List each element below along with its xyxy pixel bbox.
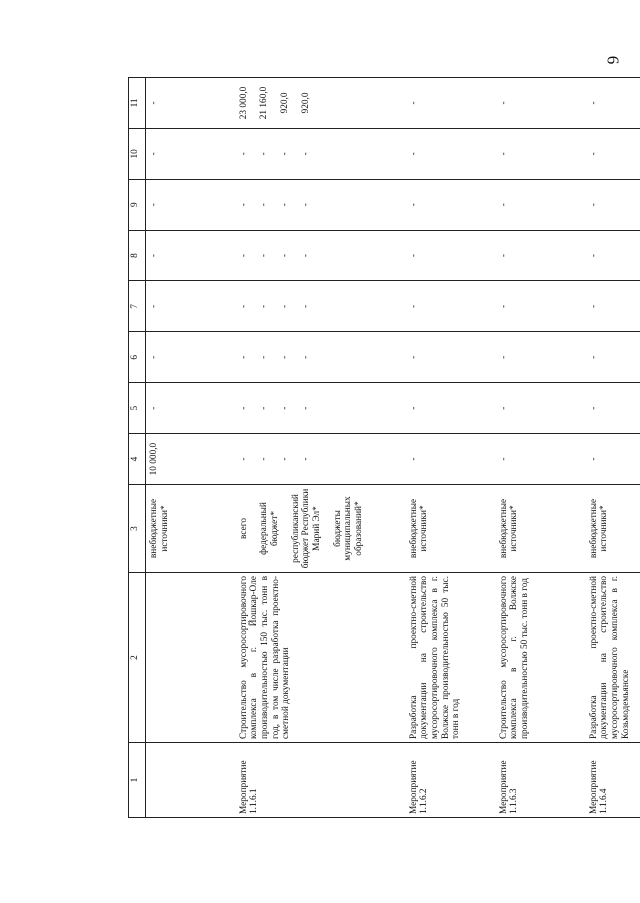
funding-source: внебюджетные источники* (588, 498, 610, 559)
funding-source: внебюджетные источники* (408, 498, 430, 559)
value-cell (406, 78, 496, 129)
funding-source: бюджеты муниципальных образований* (332, 496, 364, 561)
value: - (588, 355, 599, 359)
value: - (408, 355, 419, 359)
value: - (588, 203, 599, 207)
table-row (146, 78, 236, 818)
value: - (259, 406, 270, 410)
value: - (498, 254, 509, 258)
funding-source: республиканский бюджет Республики Марий Эл* (290, 488, 322, 569)
header-cell: 1 (129, 743, 146, 818)
value: - (149, 254, 159, 258)
value: - (149, 203, 159, 207)
value: 23 000,0 (238, 86, 249, 120)
value-cell (406, 434, 496, 485)
value: - (149, 304, 159, 308)
funding-source: всего (238, 518, 249, 539)
event-number-cell: Мероприятие 1.1.6.2 (406, 743, 496, 818)
value: - (300, 406, 311, 410)
value: - (588, 406, 599, 410)
header-cell: 9 (129, 179, 146, 230)
value-cell (236, 332, 406, 383)
value: - (498, 152, 509, 156)
value-cell (406, 383, 496, 434)
value: - (408, 304, 419, 308)
value: - (588, 254, 599, 258)
value: - (279, 355, 290, 359)
value: - (279, 304, 290, 308)
value-cell (236, 78, 406, 129)
value-cell (496, 78, 586, 129)
value: - (588, 101, 599, 105)
value: 21 160,0 (259, 86, 270, 120)
value-cell (236, 434, 406, 485)
value-cell (586, 281, 640, 332)
value: - (279, 406, 290, 410)
value: - (238, 406, 249, 410)
value-cell (146, 281, 236, 332)
value: - (498, 304, 509, 308)
value-cell (496, 281, 586, 332)
funding-source-cell (496, 485, 586, 573)
header-cell: 11 (129, 78, 146, 129)
header-cell: 2 (129, 573, 146, 743)
value: - (588, 457, 599, 461)
value-cell (406, 332, 496, 383)
value-cell (496, 179, 586, 230)
value-cell (146, 128, 236, 179)
value: - (498, 355, 509, 359)
value-cell (586, 128, 640, 179)
value-cell (406, 281, 496, 332)
value-cell (236, 128, 406, 179)
value-cell (146, 179, 236, 230)
header-cell: 8 (129, 230, 146, 281)
value-cell (586, 230, 640, 281)
value-cell (236, 281, 406, 332)
value: - (149, 355, 159, 359)
funding-source: внебюджетные источники* (498, 498, 520, 559)
value-cell (236, 383, 406, 434)
value: - (300, 203, 311, 207)
event-number-cell (146, 743, 236, 818)
value: - (238, 304, 249, 308)
value: 10 000,0 (149, 442, 159, 476)
value: - (588, 152, 599, 156)
event-number-cell: Мероприятие 1.1.6.1 (236, 743, 406, 818)
value-cell (146, 332, 236, 383)
value: - (279, 457, 290, 461)
value: - (300, 152, 311, 156)
table-row (496, 78, 586, 818)
value: - (498, 406, 509, 410)
value-cell (586, 434, 640, 485)
value: - (408, 203, 419, 207)
value: - (279, 203, 290, 207)
value-cell (146, 383, 236, 434)
value: - (279, 152, 290, 156)
value-cell (496, 332, 586, 383)
value-cell (146, 230, 236, 281)
header-cell: 7 (129, 281, 146, 332)
value: - (408, 254, 419, 258)
header-cell: 5 (129, 383, 146, 434)
value-cell (406, 128, 496, 179)
value-cell (236, 179, 406, 230)
value-cell (586, 332, 640, 383)
value: - (238, 152, 249, 156)
value: - (238, 254, 249, 258)
value-cell (236, 230, 406, 281)
value: - (238, 355, 249, 359)
value: - (408, 406, 419, 410)
value: - (498, 101, 509, 105)
funding-source-cell (146, 485, 236, 573)
value-cell (146, 78, 236, 129)
page-number: 6 (603, 55, 623, 65)
value: - (238, 203, 249, 207)
event-name-cell: Разработка проектно-сметной документации на строительство мусоросортировочного комплекса в г. Козьмодемьянске (586, 573, 640, 743)
funding-source: федеральный бюджет* (259, 502, 280, 555)
value: - (300, 355, 311, 359)
event-name-cell: Строительство мусоросортировочного комплекса в г. Волжске производительностью 50 тыс. тонн в год (496, 573, 586, 743)
header-cell: 6 (129, 332, 146, 383)
budget-table (128, 77, 640, 818)
value-cell (586, 383, 640, 434)
table-row (406, 78, 496, 818)
value-cell (406, 230, 496, 281)
event-number-cell: Мероприятие 1.1.6.3 (496, 743, 586, 818)
value-cell (406, 179, 496, 230)
value: - (238, 457, 249, 461)
event-number-cell: Мероприятие 1.1.6.4 (586, 743, 640, 818)
value: - (498, 457, 509, 461)
value: - (259, 304, 270, 308)
value: - (259, 457, 270, 461)
value: - (149, 152, 159, 156)
event-name-cell: Строительство мусоросортировочного комплекса в г. Йошкар-Оле производительностью 150 тыс. тонн в год, в том числе разработка проектно-сметной документации (236, 573, 406, 743)
table-row (586, 78, 640, 818)
rotated-table-wrapper (128, 78, 631, 818)
value: - (498, 203, 509, 207)
header-cell: 4 (129, 434, 146, 485)
value: - (149, 101, 159, 105)
funding-source-cell (236, 485, 406, 573)
value-cell (586, 179, 640, 230)
value: - (279, 254, 290, 258)
value: - (259, 152, 270, 156)
value: - (588, 304, 599, 308)
event-name-cell (146, 573, 236, 743)
value: 920,0 (279, 92, 290, 114)
header-cell: 3 (129, 485, 146, 573)
value: - (259, 254, 270, 258)
table-row (236, 78, 406, 818)
value: - (408, 152, 419, 156)
header-row (129, 78, 146, 818)
value-cell (496, 383, 586, 434)
value-cell (496, 128, 586, 179)
value: - (300, 304, 311, 308)
funding-source: внебюджетные источники* (149, 498, 170, 559)
value: - (408, 101, 419, 105)
value: 920,0 (300, 92, 311, 114)
header-cell: 10 (129, 128, 146, 179)
value: - (149, 406, 159, 410)
funding-source-cell (406, 485, 496, 573)
value-cell (586, 78, 640, 129)
value: - (259, 355, 270, 359)
value: - (300, 254, 311, 258)
value: - (300, 457, 311, 461)
funding-source-cell (586, 485, 640, 573)
value-cell (496, 230, 586, 281)
value-cell (146, 434, 236, 485)
value-cell (496, 434, 586, 485)
value: - (408, 457, 419, 461)
event-name-cell: Разработка проектно-сметной документации на строительство мусоросортировочного комплекса в г. Волжске производительностью 50 тыс. тонн в год (406, 573, 496, 743)
value: - (259, 203, 270, 207)
